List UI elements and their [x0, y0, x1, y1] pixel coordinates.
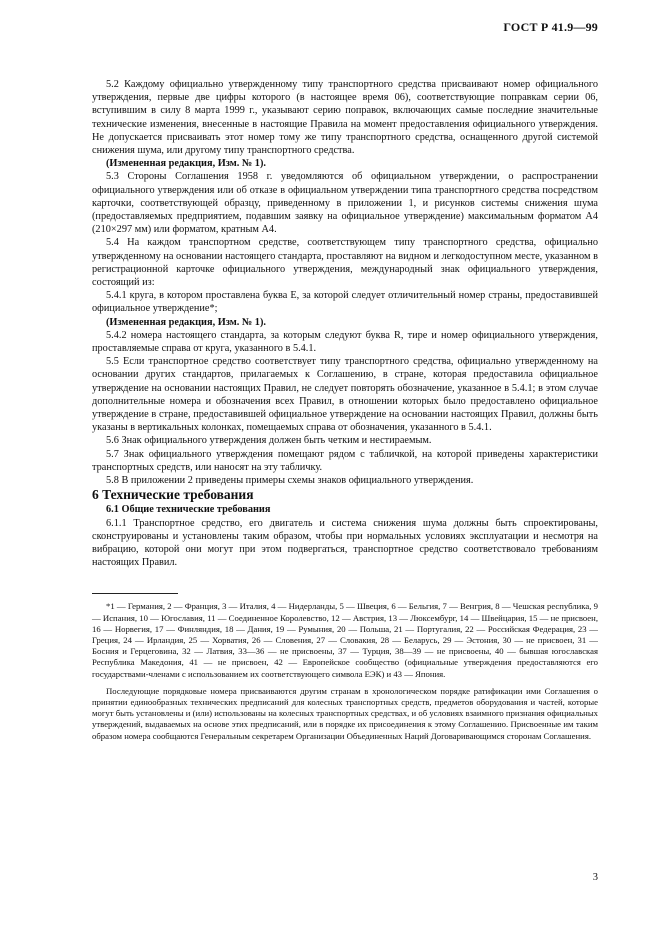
paragraph-5-4-1: 5.4.1 круга, в котором проставлена буква Е, за которой следует отличительный номер страны, предоставившей официальное утверждение*; [92, 290, 598, 315]
paragraph-5-4: 5.4 На каждом транспортном средстве, соответствующем типу транспортного средства, официально утвержденному на основании настоящего стандарта, проставляют на видном и легкодоступном месте, указанном в регистрационной карточке официального утверждения, международный знак официального утверждения, состоящий из: [92, 237, 598, 289]
footnote-divider [92, 593, 178, 594]
paragraph-5-7: 5.7 Знак официального утверждения помещают рядом с табличкой, на которой приведены характеристики транспортных средств, или наносят на эту табличку. [92, 448, 598, 473]
paragraph-5-8: 5.8 В приложении 2 приведены примеры схемы знаков официального утверждения. [106, 475, 474, 487]
document-header: ГОСТ Р 41.9—99 [503, 20, 598, 34]
paragraph-5-3: 5.3 Стороны Соглашения 1958 г. уведомляются об официальном утверждении, о распространении официального утверждения или об отказе в официальном утверждении типа транспортного средства посредством карточки, соответствующей образцу, приведенному в приложении 1, и рисунков системы снижения шума (предоставляемых предприятием, подавшим заявку на официальное утверждение) максимальным форматом А4 (210×297 мм) или форматом, кратным А4. [92, 171, 598, 236]
page-number: 3 [592, 872, 598, 883]
paragraph-5-4-2: 5.4.2 номера настоящего стандарта, за которым следуют буква R, тире и номер официального утверждения, проставляемые справа от круга, указанного в 5.4.1. [92, 329, 598, 355]
edit-note: (Измененная редакция, Изм. № 1). [106, 316, 266, 328]
subsection-title: 6.1 Общие технические требования [106, 504, 271, 516]
paragraph-6-1-1: 6.1.1 Транспортное средство, его двигатель и система снижения шума должны быть спроектированы, сконструированы и установлены таким образом, чтобы при нормальных условиях эксплуатации и несмотря на вибрацию, которой они могут при этом подвергаться, транспортное средство соответствовало требованиям настоящих Правил. [92, 517, 598, 569]
body-text [92, 78, 598, 742]
paragraph-5-5: 5.5 Если транспортное средство соответствует типу транспортного средства, официально утвержденному на основании других стандартов, прилагаемых к Соглашению, в стране, которая предоставила официальное утверждение на основании настоящих Правил, не следует повторять обозначение, указанное в 5.4.1; в этом случае дополнительные номера и обозначения всех Правил, в отношении которых было предоставлено официальное утверждение в стране, предоставившей официальное утверждение на основании настоящих Правил, должны быть указаны в вертикальных колонках, помещаемых справа от обозначения, указанного в 5.4.1. [92, 356, 598, 434]
footnote [92, 601, 598, 741]
edit-note: (Измененная редакция, Изм. № 1). [106, 158, 266, 170]
section-title: 6 Технические требования [92, 487, 254, 503]
footnote-subsequent: Последующие порядковые номера присваиваются другим странам в хронологическом порядке ратификации ими Соглашения о принятии единообразных технических предписаний для колесных транспортных средств, предметов оборудования и частей, которые могут быть установлены и (или) использованы на колесных транспортных средствах, и об условиях взаимного признания официальных утверждений, выдаваемых на основе этих предписаний, или в порядке их присоединения к этому Соглашению. Присвоенные им таким образом номера сообщаются Генеральным секретарем Организации Объединенных Наций Договаривающимся сторонам Соглашения. [92, 685, 598, 741]
paragraph-5-6: 5.6 Знак официального утверждения должен быть четким и нестираемым. [106, 435, 432, 447]
footnote-countries: *1 — Германия, 2 — Франция, 3 — Италия, 4 — Нидерланды, 5 — Швеция, 6 — Бельгия, 7 — Венгрия, 8 — Чешская республика, 9 — Испания, 10 — Югославия, 11 — Соединенное Королевство, 12 — Австрия, 13 — Люксембург, 14 — Швейцария, 15 — не присвоен, 16 — Норвегия, 17 — Финляндия, 18 — Дания, 19 — Румыния, 20 — Польша, 21 — Португалия, 22 — Российская Федерация, 23 — Греция, 24 — Ирландия, 25 — Хорватия, 26 — Словения, 27 — Словакия, 28 — Беларусь, 29 — Эстония, 30 — не присвоен, 31 — Босния и Герцеговина, 32 — Латвия, 33—36 — не присвоены, 37 — Турция, 38—39 — не присвоены, 40 — бывшая югославская Республика Македония, 41 — не присвоен, 42 — Европейское сообщество (официальные утверждения предоставляются его государствами-членами с использованием их соответствующего символа ЕЭК) и 43 — Япония. [92, 601, 598, 679]
paragraph-5-2: 5.2 Каждому официально утвержденному типу транспортного средства присваивают номер официального утверждения, первые две цифры которого (в настоящее время 06), соответствующие поправкам серии 06, вступившим в силу 8 марта 1999 г., указывают серию поправок, включающих самые последние значительные технические изменения, внесенные в настоящие Правила на момент предоставления официального утверждения. Не допускается присваивать этот номер тому же типу транспортного средства, оснащенного другой системой снижения шума, или другому типу транспортного средства. [92, 79, 598, 157]
